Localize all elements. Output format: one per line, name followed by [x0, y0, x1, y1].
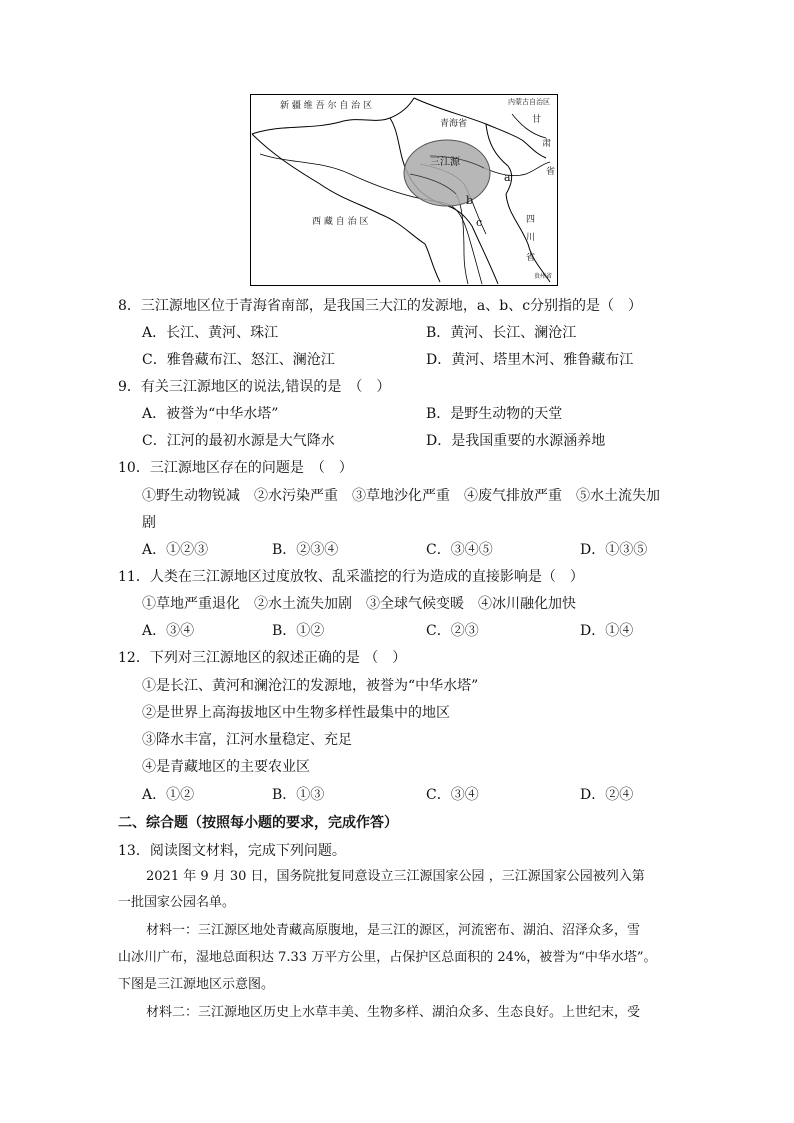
label-sanjiangyuan: 三江源 [430, 157, 460, 168]
label-sheng: 省 [546, 167, 556, 177]
q12-option-b[interactable]: B．①③ [272, 787, 325, 803]
label-xizang: 西 藏 自 治 区 [312, 217, 369, 227]
q8-stem: 8．三江源地区位于青海省南部，是我国三大江的发源地，a、b、c分别指的是（ ） [118, 298, 643, 314]
label-neimenggu: 内蒙古自治区 [508, 98, 550, 106]
q12-option-d[interactable]: D．②④ [580, 787, 634, 803]
q9-option-a[interactable]: A．被誉为“中华水塔” [142, 406, 279, 422]
paragraph-1-line-2: 一批国家公园名单。 [118, 895, 236, 910]
q11-option-c[interactable]: C．②③ [426, 623, 479, 639]
q8-option-c[interactable]: C．雅鲁藏布江、怒江、澜沧江 [142, 352, 335, 368]
q9-option-b[interactable]: B．是野生动物的天堂 [426, 406, 563, 422]
q10-option-b[interactable]: B．②③④ [272, 542, 339, 558]
q12-option-a[interactable]: A．①② [142, 787, 195, 803]
sanjiangyuan-region [404, 140, 490, 206]
label-guizhou: 贵州省 [534, 273, 553, 280]
q11-stem: 11．人类在三江源地区过度放牧、乱采滥挖的行为造成的直接影响是（ ） [118, 569, 584, 585]
q9-option-c[interactable]: C．江河的最初水源是大气降水 [142, 433, 335, 449]
q9-option-d[interactable]: D．是我国重要的水源涵养地 [426, 433, 606, 449]
sanjiangyuan-map [250, 94, 558, 286]
label-b: b [466, 194, 474, 207]
q8-option-d[interactable]: D．黄河、塔里木河、雅鲁藏布江 [426, 352, 634, 368]
q10-stem: 10．三江源地区存在的问题是 （ ） [118, 460, 353, 476]
label-qinghai: 青海省 [440, 119, 468, 129]
q10-items-line2: 剧 [142, 515, 156, 531]
q11-option-d[interactable]: D．①④ [580, 623, 634, 639]
q12-item-4: ④是青藏地区的主要农业区 [142, 759, 310, 775]
paragraph-2-line-3: 下图是三江源地区示意图。 [118, 977, 275, 992]
q11-option-b[interactable]: B．①② [272, 623, 325, 639]
q12-option-c[interactable]: C．③④ [426, 787, 479, 803]
label-xinjiang: 新 疆 维 吾 尔 自 治 区 [280, 101, 373, 111]
paragraph-2-line-2: 山冰川广布，湿地总面积达 7.33 万平方公里，占保护区总面积的 24%，被誉为“中华水塔”。 [118, 950, 657, 965]
q8-option-a[interactable]: A．长江、黄河、珠江 [142, 325, 279, 341]
paragraph-1-line-1: 2021 年 9 月 30 日，国务院批复同意设立三江源国家公园 ，三江源国家公园被列入第 [146, 869, 645, 884]
section-2-heading: 二、综合题（按照每小题的要求，完成作答） [118, 815, 398, 831]
label-su: 肃 [542, 139, 552, 149]
label-sichuan-chuan: 川 [526, 233, 536, 243]
q12-stem: 12．下列对三江源地区的叙述正确的是 （ ） [118, 650, 407, 666]
label-sichuan-sheng: 省 [526, 253, 536, 263]
q12-item-3: ③降水丰富，江河水量稳定、充足 [142, 732, 352, 748]
q11-option-a[interactable]: A．③④ [142, 623, 195, 639]
q13-stem: 13．阅读图文材料，完成下列问题。 [118, 843, 346, 859]
q12-item-2: ②是世界上高海拔地区中生物多样性最集中的地区 [142, 705, 450, 721]
label-sichuan-si: 四 [526, 215, 536, 225]
map-frame [251, 95, 558, 286]
q10-option-a[interactable]: A．①②③ [142, 542, 209, 558]
q9-stem: 9．有关三江源地区的说法,错误的是 （ ） [118, 379, 391, 395]
q10-items-line1: ①野生动物锐减 ②水污染严重 ③草地沙化严重 ④废气排放严重 ⑤水土流失加 [142, 488, 660, 504]
label-gansu: 甘 [532, 115, 542, 125]
q8-option-b[interactable]: B．黄河、长江、澜沧江 [426, 325, 577, 341]
q12-item-1: ①是长江、黄河和澜沧江的发源地，被誉为“中华水塔” [142, 678, 479, 694]
paragraph-3-line-1: 材料二：三江源地区历史上水草丰美、生物多样、湖泊众多、生态良好。上世纪末，受 [146, 1005, 641, 1020]
label-c: c [476, 216, 483, 229]
label-a: a [504, 171, 511, 184]
q10-option-c[interactable]: C．③④⑤ [426, 542, 493, 558]
q10-option-d[interactable]: D．①③⑤ [580, 542, 648, 558]
paragraph-2-line-1: 材料一：三江源区地处青藏高原腹地，是三江的源区，河流密布、湖泊、沼泽众多，雪 [146, 923, 641, 938]
q11-items: ①草地严重退化 ②水土流失加剧 ③全球气候变暖 ④冰川融化加快 [142, 596, 576, 612]
map-svg [250, 94, 558, 286]
